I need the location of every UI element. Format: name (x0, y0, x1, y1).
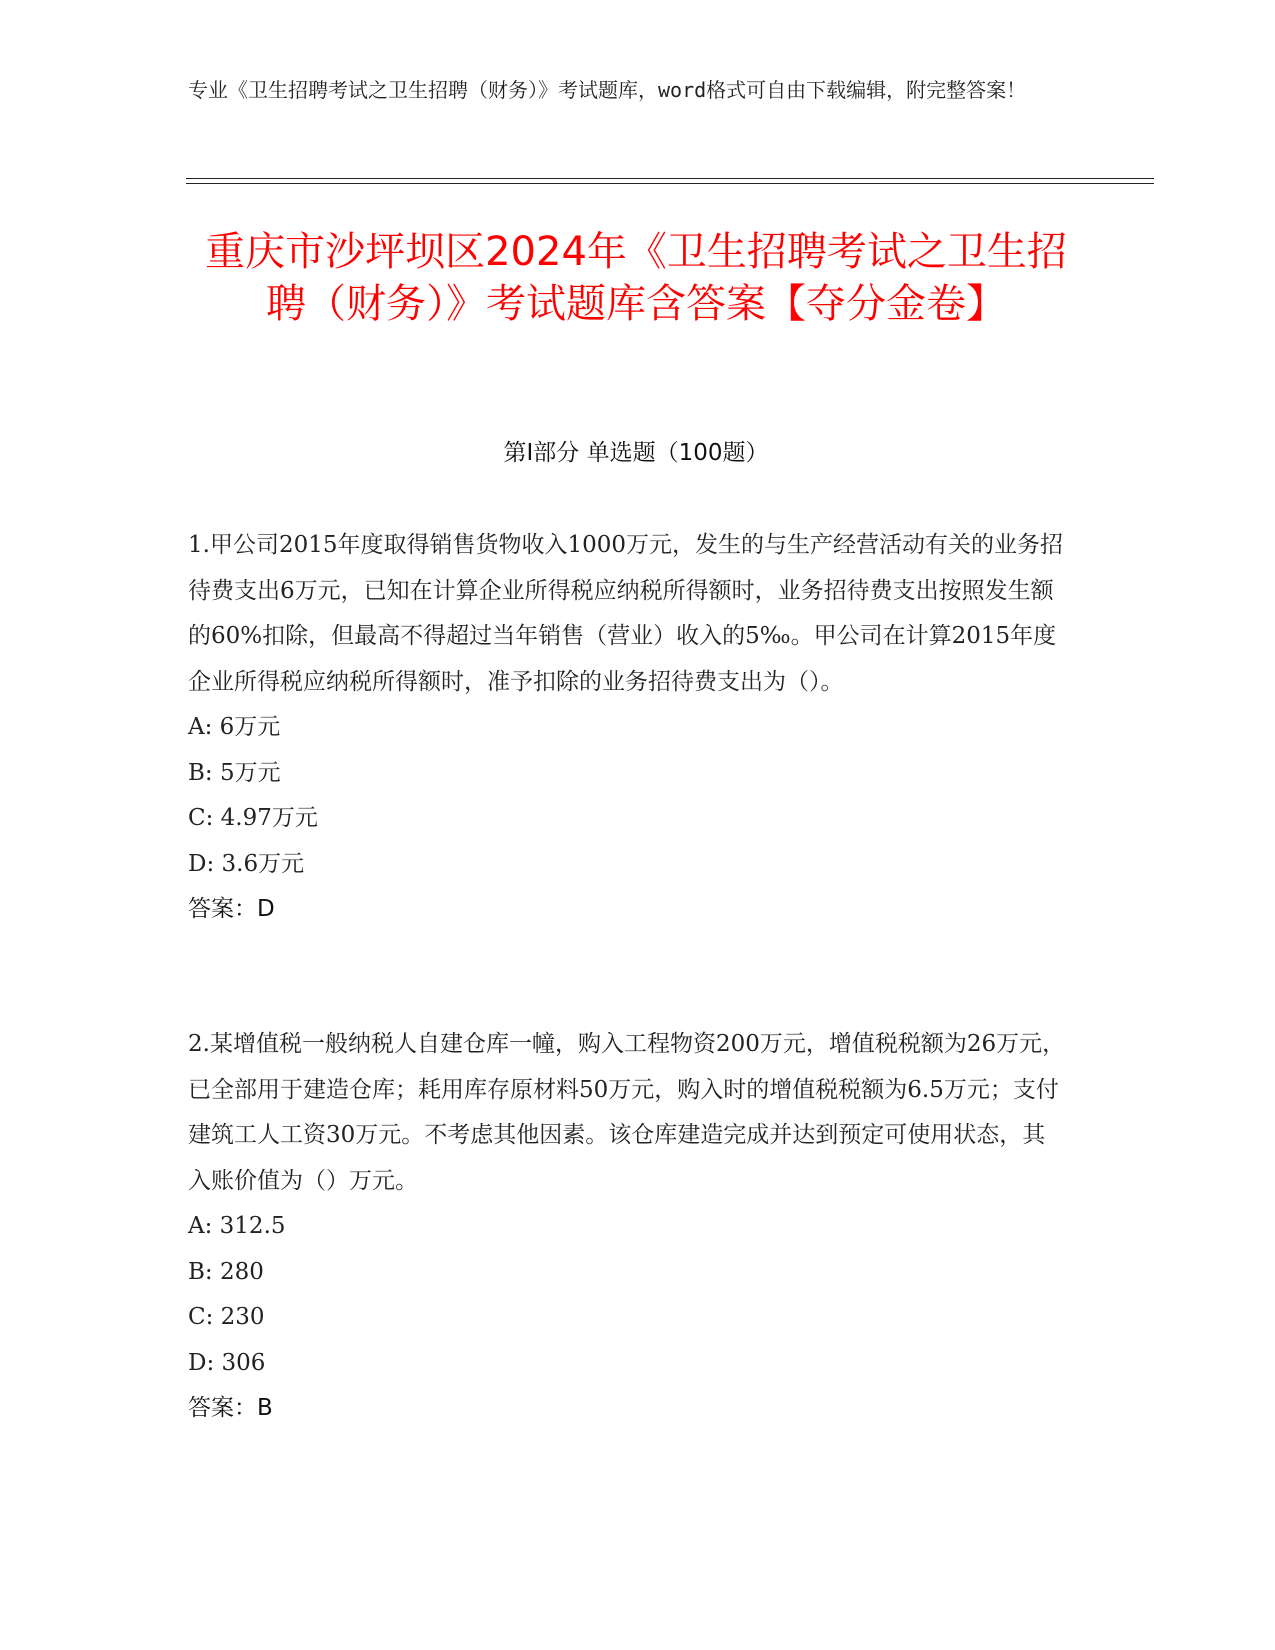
question-stem: 1.甲公司2015年度取得销售货物收入1000万元，发生的与生产经营活动有关的业务招待费支出6万元，已知在计算企业所得税应纳税所得额时，业务招待费支出按照发生额的60%扣除，但最高不得超过当年销售（营业）收入的5‰。甲公司在计算2015年度企业所得税应纳税所得额时，准予扣除的业务招待费支出为（）。 (188, 532, 1064, 695)
header-note: 专业《卫生招聘考试之卫生招聘（财务）》考试题库，word格式可自由下载编辑，附完整答案！ (188, 78, 1027, 102)
header-rule-top (186, 178, 1154, 179)
question-1 (188, 523, 1068, 933)
answer: 答案：D (188, 896, 275, 922)
option-d: D: 3.6万元 (188, 850, 305, 877)
answer: 答案：B (188, 1395, 273, 1421)
option-c: C: 4.97万元 (188, 805, 318, 831)
document-title: 重庆市沙坪坝区2024年《卫生招聘考试之卫生招聘（财务）》考试题库含答案【夺分金卷】 (205, 229, 1067, 327)
question-2 (188, 1022, 1068, 1432)
option-b: B: 280 (188, 1258, 264, 1285)
question-stem: 2.某增值税一般纳税人自建仓库一幢，购入工程物资200万元，增值税税额为26万元，已全部用于建造仓库；耗用库存原材料50万元，购入时的增值税税额为6.5万元；支付建筑工人工资30万元。不考虑其他因素。该仓库建造完成并达到预定可使用状态，其入账价值为（）万元。 (188, 1031, 1066, 1194)
section-title: 第I部分 单选题（100题） (503, 440, 769, 466)
option-c: C: 230 (188, 1304, 265, 1330)
option-a: A: 6万元 (188, 714, 281, 740)
option-a: A: 312.5 (188, 1213, 286, 1239)
header-rule-bottom (186, 183, 1154, 184)
option-b: B: 5万元 (188, 759, 281, 786)
option-d: D: 306 (188, 1349, 266, 1376)
